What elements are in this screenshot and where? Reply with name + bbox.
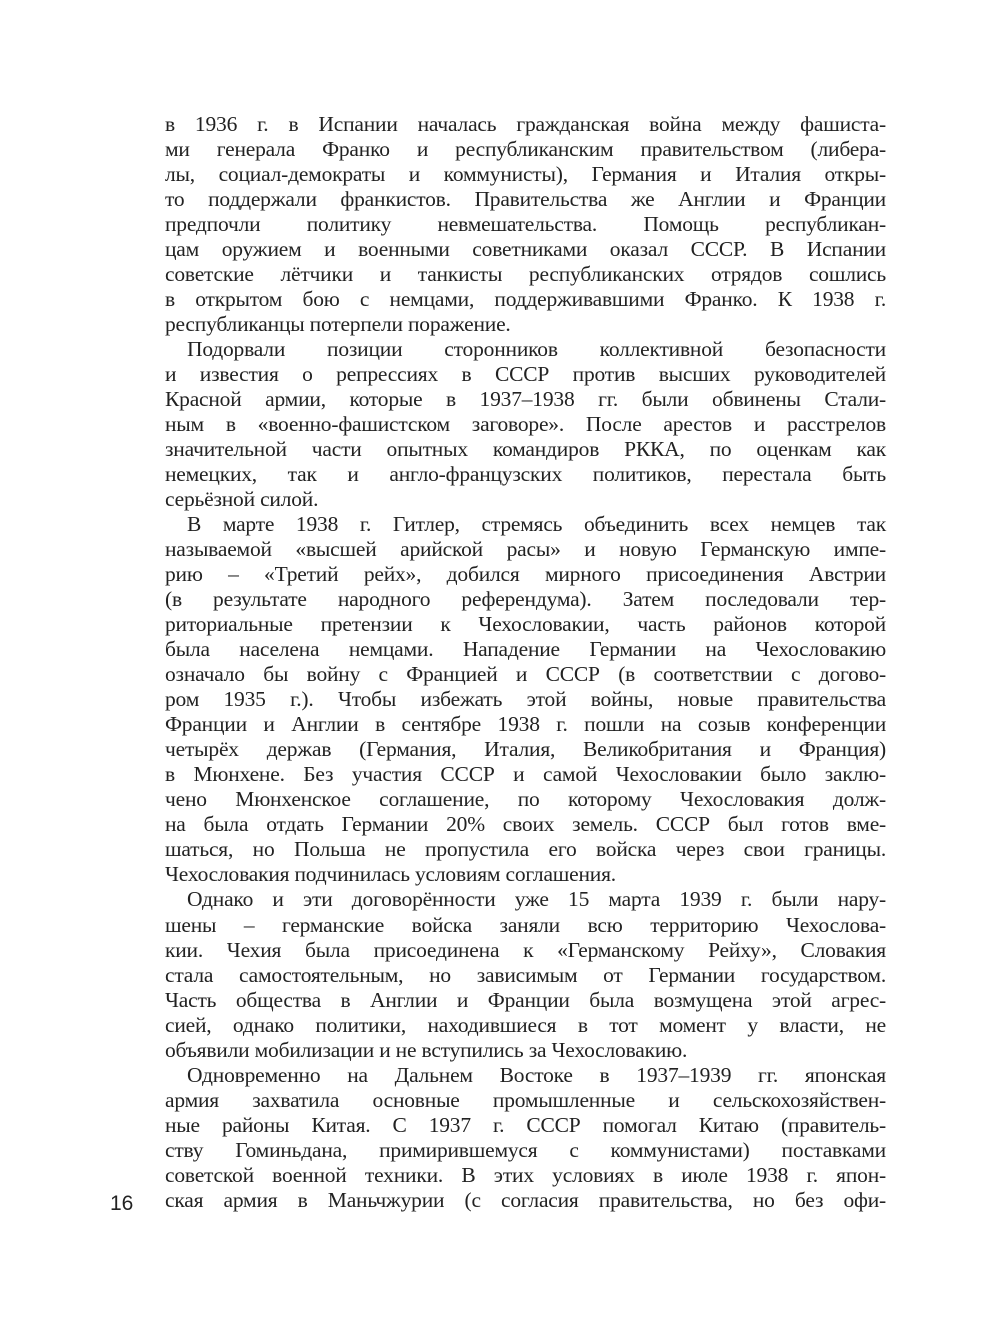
page-number: 16 — [110, 1192, 134, 1215]
text-line: называемой «высшей арийской расы» и новую Германскую импе- — [165, 537, 886, 562]
text-line: цам оружием и военными советниками оказал СССР. В Испании — [165, 237, 886, 262]
text-line: Чехословакия подчинилась условиям соглашения. — [165, 862, 616, 887]
text-line: стала самостоятельным, но зависимым от Германии государством. — [165, 962, 886, 987]
text-line: четырёх держав (Германия, Италия, Великобритания и Франция) — [165, 737, 886, 762]
text-line: советские лётчики и танкисты республиканских отрядов сошлись — [165, 262, 886, 287]
text-line: шаться, но Польша не пропустила его войска через свои границы. — [165, 837, 886, 862]
text-line: рию – «Третий рейх», добился мирного присоединения Австрии — [165, 562, 886, 587]
paragraph — [165, 512, 886, 887]
text-line: ская армия в Маньчжурии (с согласия правительства, но без офи- — [165, 1187, 886, 1212]
text-line: ным в «военно-фашистском заговоре». После арестов и расстрелов — [165, 412, 886, 437]
paragraph — [165, 112, 886, 337]
text-line: Одновременно на Дальнем Востоке в 1937–1939 гг. японская — [187, 1062, 886, 1087]
text-line: Подорвали позиции сторонников коллективной безопасности — [187, 337, 886, 362]
text-line: Однако и эти договорённости уже 15 марта 1939 г. были нару- — [187, 887, 886, 912]
text-line: немецких, так и англо-французских политиков, перестала быть — [165, 462, 886, 487]
paragraph — [165, 1063, 886, 1213]
text-line: была населена немцами. Нападение Германии на Чехословакию — [165, 637, 886, 662]
text-line: республиканцы потерпели поражение. — [165, 312, 511, 337]
text-line: объявили мобилизации и не вступились за Чехословакию. — [165, 1037, 688, 1062]
text-line: в открытом бою с немцами, поддерживавшими Франко. К 1938 г. — [165, 287, 886, 312]
text-line: В марте 1938 г. Гитлер, стремясь объединить всех немцев так — [187, 512, 886, 537]
text-line: серьёзной силой. — [165, 487, 319, 512]
body-text — [165, 112, 886, 1213]
text-line: ми генерала Франко и республиканским правительством (либера- — [165, 137, 886, 162]
text-line: то поддержали франкистов. Правительства же Англии и Франции — [165, 187, 886, 212]
paragraph — [165, 337, 886, 512]
text-line: сией, однако политики, находившиеся в тот момент у власти, не — [165, 1012, 886, 1037]
text-line: и известия о репрессиях в СССР против высших руководителей — [165, 362, 886, 387]
text-line: армия захватила основные промышленные и сельскохозяйствен- — [165, 1087, 886, 1112]
text-line: лы, социал-демократы и коммунисты), Германия и Италия откры- — [165, 162, 886, 187]
paragraph — [165, 887, 886, 1062]
text-line: значительной части опытных командиров РККА, по оценкам как — [165, 437, 886, 462]
text-line: ром 1935 г.). Чтобы избежать этой войны, новые правительства — [165, 687, 886, 712]
text-line: предпочли политику невмешательства. Помощь республикан- — [165, 212, 886, 237]
text-line: в 1936 г. в Испании началась гражданская война между фашиста- — [165, 112, 886, 136]
text-line: на была отдать Германии 20% своих земель. СССР был готов вме- — [165, 812, 886, 837]
text-line: ные районы Китая. С 1937 г. СССР помогал Китаю (правитель- — [165, 1112, 886, 1137]
text-line: кии. Чехия была присоединена к «Германскому Рейху», Словакия — [165, 937, 886, 962]
text-line: (в результате народного референдума). Затем последовали тер- — [165, 587, 886, 612]
text-line: советской военной техники. В этих условиях в июле 1938 г. япон- — [165, 1162, 886, 1187]
text-line: в Мюнхене. Без участия СССР и самой Чехословакии было заклю- — [165, 762, 886, 787]
text-line: шены – германские войска заняли всю территорию Чехослова- — [165, 912, 886, 937]
text-line: ству Гоминьдана, примирившемуся с коммунистами) поставками — [165, 1137, 886, 1162]
text-line: риториальные претензии к Чехословакии, часть районов которой — [165, 612, 886, 637]
text-line: означало бы войну с Францией и СССР (в соответствии с догово- — [165, 662, 886, 687]
text-line: Франции и Англии в сентябре 1938 г. пошли на созыв конференции — [165, 712, 886, 737]
text-line: Красной армии, которые в 1937–1938 гг. были обвинены Стали- — [165, 387, 886, 412]
text-line: чено Мюнхенское соглашение, по которому Чехословакия долж- — [165, 787, 886, 812]
text-line: Часть общества в Англии и Франции была возмущена этой агрес- — [165, 987, 886, 1012]
